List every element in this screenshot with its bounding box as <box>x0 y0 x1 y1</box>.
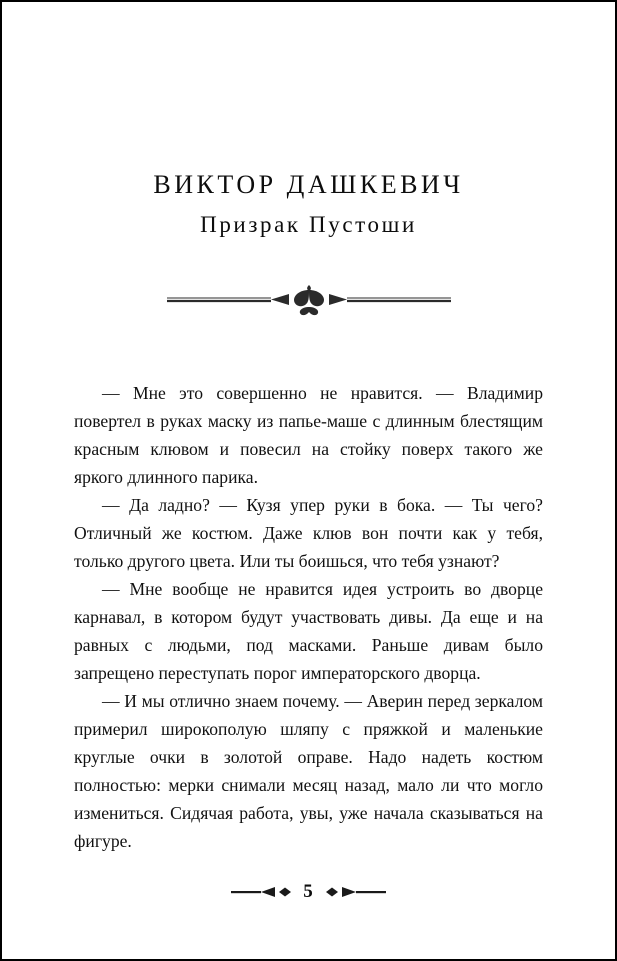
page-footer <box>2 881 615 903</box>
book-title: Призрак Пустоши <box>200 212 417 237</box>
paragraph: — Мне вообще не нравится идея устроить во дворце карнавал, в котором будут участвовать дивы. Да еще и на равных с людьми, под масками. Раньше дивам было запрещено переступать порог императорского дворца. <box>74 578 543 683</box>
paragraph: — Да ладно? — Кузя упер руки в бока. — Ты чего? Отличный же костюм. Даже клюв вон почти как у тебя, только другого цвета. Или ты боишься, что тебя узнают? <box>74 494 543 571</box>
page-number: 5 <box>303 881 314 902</box>
paragraph: — Мне это совершенно не нравится. — Владимир повертел в руках маску из папье-маше с длинным блестящим красным клювом и повесил на стойку поверх такого же яркого длинного парика. <box>74 383 543 487</box>
ornament-divider <box>74 276 543 322</box>
page-content-area <box>2 2 615 959</box>
author-name: ВИКТОР ДАШКЕВИЧ <box>153 170 464 199</box>
paragraph: — И мы отлично знаем почему. — Аверин перед зеркалом примерил широкополую шляпу с пряжкой и маленькие круглые очки в золотой оправе. Надо надеть костюм полностью: мерки снимали месяц назад, мало ли что могло измениться. Сидячая работа, увы, уже начала сказываться на фигуре. <box>74 690 543 851</box>
folio-ornament-left-icon <box>231 885 293 899</box>
body-text <box>74 380 543 855</box>
folio-ornament-right-icon <box>324 885 386 899</box>
